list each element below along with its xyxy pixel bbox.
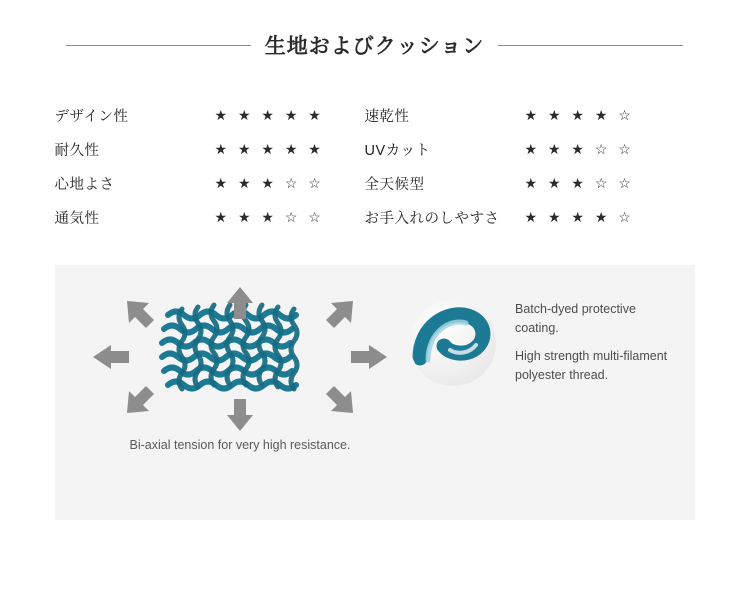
coating-thread-illustration — [410, 300, 496, 386]
rating-stars: ★ ★ ★ ★ ★ — [214, 140, 325, 157]
rating-label: 通気性 — [54, 210, 100, 227]
coating-block — [410, 300, 680, 420]
rating-label: 耐久性 — [54, 142, 100, 159]
coating-line-2: High strength multi-filament polyester thread. — [515, 348, 668, 383]
rating-label: デザイン性 — [54, 108, 129, 125]
rating-row — [365, 200, 695, 234]
coating-line-1: Batch-dyed protective coating. — [515, 302, 636, 336]
rating-stars: ★ ★ ★ ☆ ☆ — [214, 208, 325, 225]
rating-row — [55, 98, 355, 132]
rating-label: UVカット — [364, 142, 431, 159]
rating-label: 心地よさ — [54, 176, 115, 193]
rating-row — [55, 200, 355, 234]
rating-stars: ★ ★ ★ ★ ☆ — [524, 106, 635, 123]
page-title: 生地およびクッション — [264, 35, 485, 58]
rating-stars: ★ ★ ★ ☆ ☆ — [524, 140, 635, 157]
header-rule-left — [66, 45, 251, 46]
mesh-diagram — [75, 283, 405, 468]
rating-stars: ★ ★ ★ ☆ ☆ — [524, 174, 635, 191]
rating-label: お手入れのしやすさ — [364, 210, 500, 227]
rating-row — [365, 132, 695, 166]
coating-description — [515, 300, 690, 386]
header-rule-right — [498, 45, 683, 46]
fabric-technology-panel — [55, 265, 695, 520]
rating-label: 全天候型 — [364, 176, 425, 193]
rating-row — [365, 166, 695, 200]
rating-stars: ★ ★ ★ ☆ ☆ — [214, 174, 325, 191]
ratings-grid — [0, 98, 749, 234]
rating-row — [55, 132, 355, 166]
rating-row — [365, 98, 695, 132]
rating-label: 速乾性 — [364, 108, 410, 125]
rating-row — [55, 166, 355, 200]
rating-stars: ★ ★ ★ ★ ☆ — [524, 208, 635, 225]
section-header — [0, 0, 749, 60]
rating-stars: ★ ★ ★ ★ ★ — [214, 106, 325, 123]
mesh-caption: Bi-axial tension for very high resistance. — [129, 438, 351, 452]
